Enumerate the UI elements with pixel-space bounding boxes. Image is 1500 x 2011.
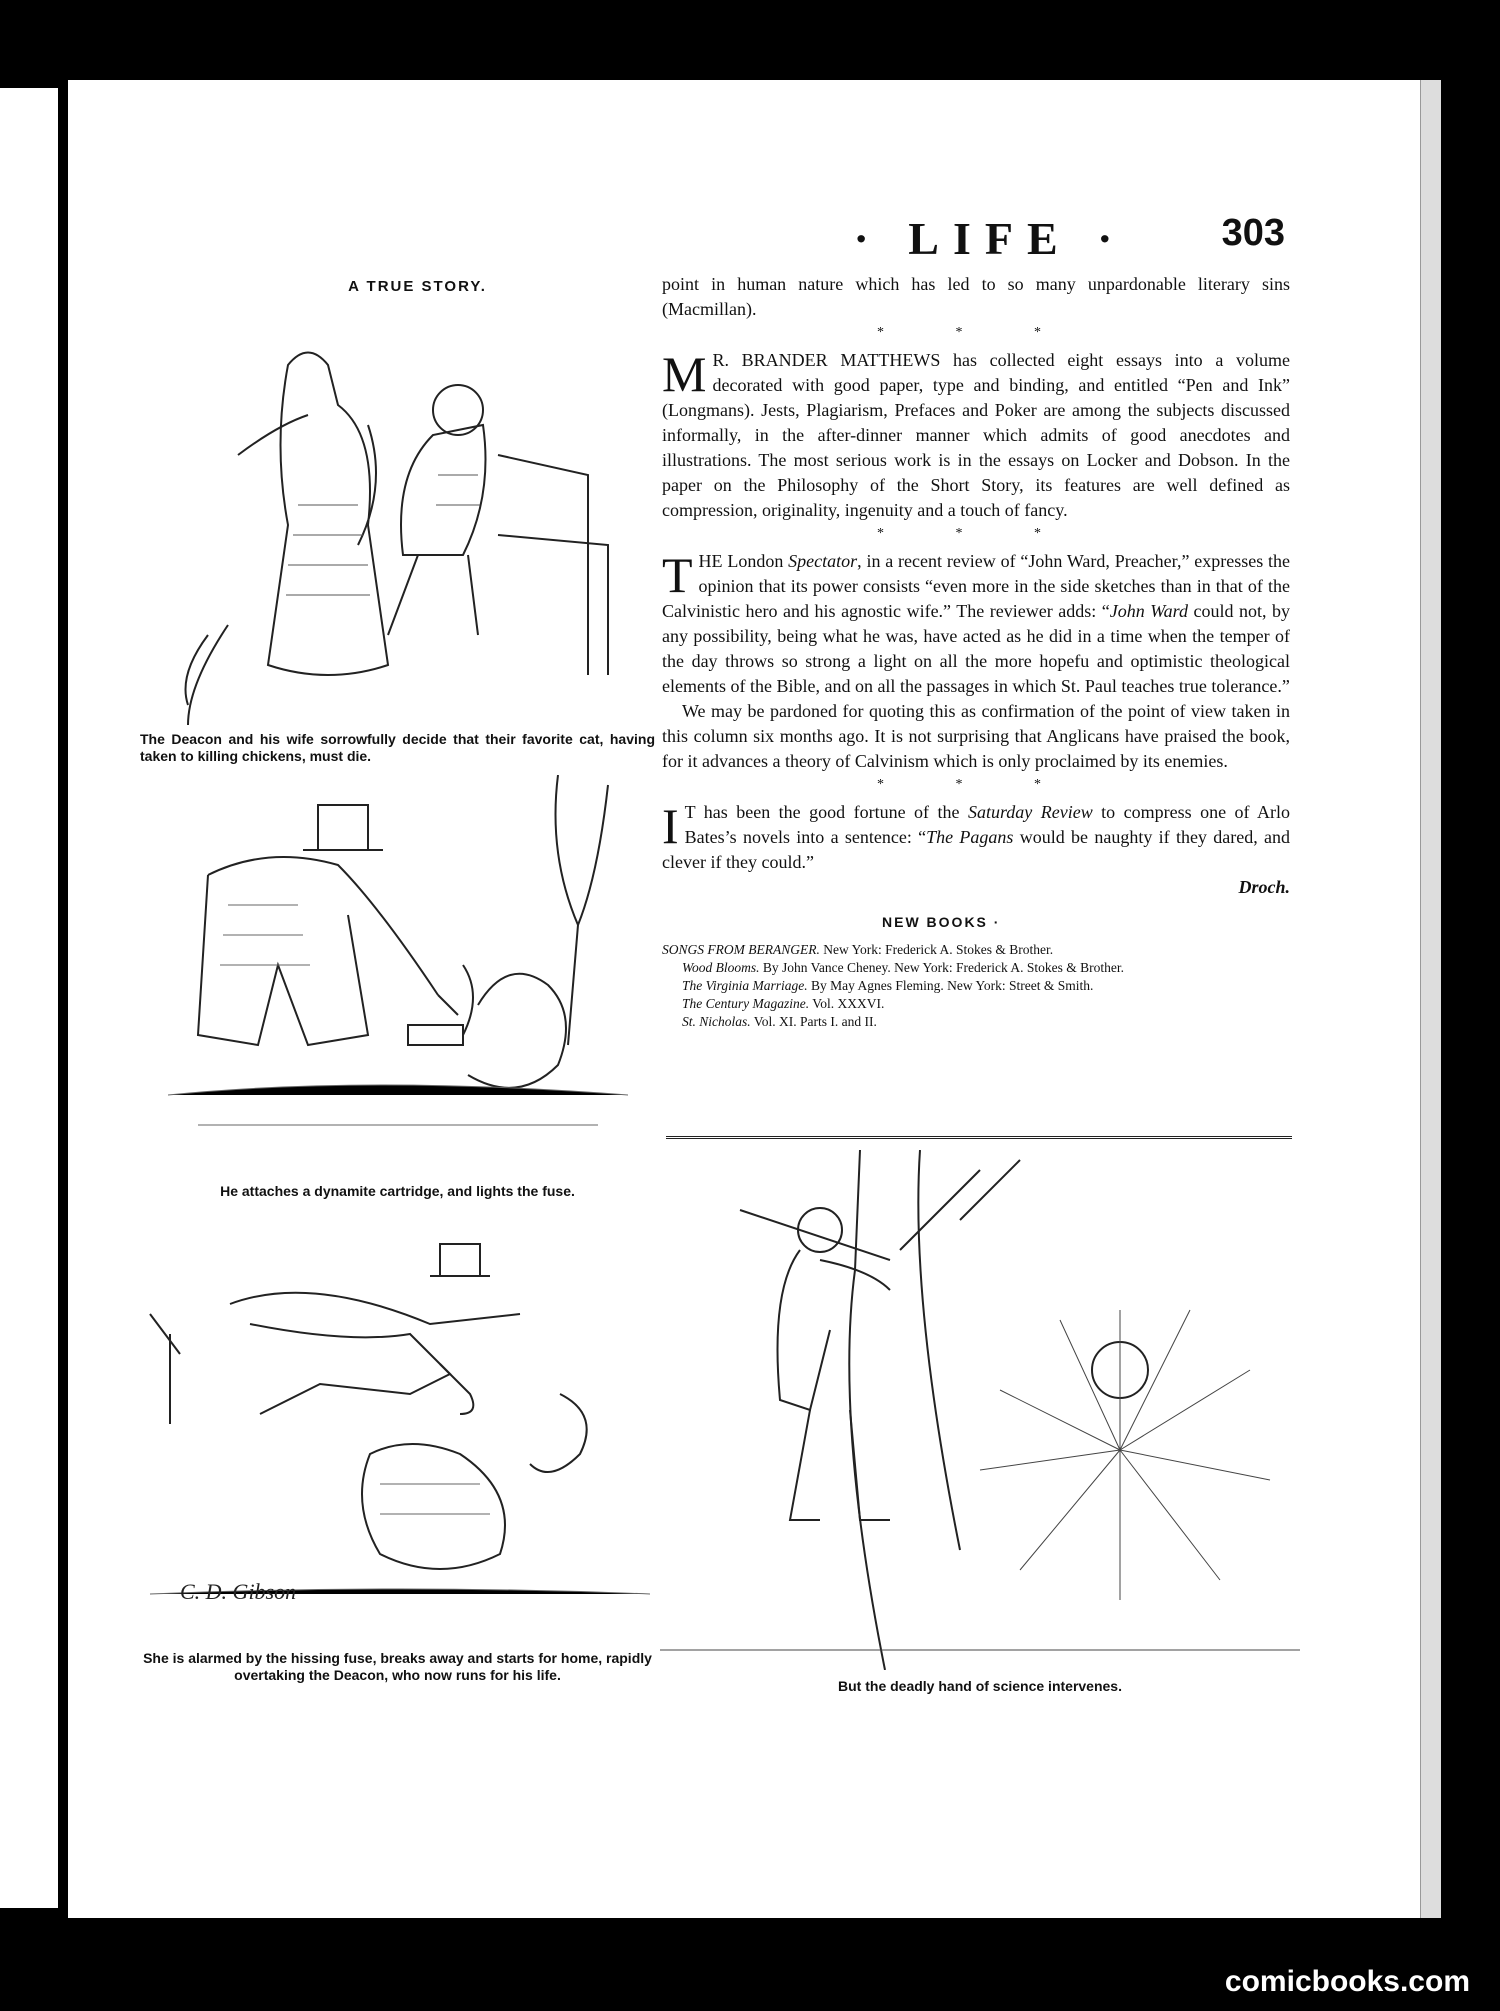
review-text-a: T has been the good fortune of the [684, 802, 968, 822]
book-title: The Virginia Marriage. [682, 978, 808, 993]
right-column [662, 272, 1290, 1031]
list-item [662, 995, 1290, 1013]
artist-signature: C. D. Gibson [180, 1579, 297, 1604]
caption-3: She is alarmed by the hissing fuse, breaks away and starts for home, rapidly overtaking the Deacon, who now runs for his life. [143, 1650, 652, 1683]
paragraph-saturday-review [662, 800, 1290, 875]
illustration-explosion [660, 1150, 1300, 1670]
new-books-list [662, 941, 1290, 1031]
list-item [662, 1013, 1290, 1031]
caption-4: But the deadly hand of science intervenes. [838, 1678, 1122, 1694]
book-title: The Century Magazine. [682, 996, 810, 1011]
masthead-title: · LIFE · [853, 213, 1127, 264]
spectator-text-c: could not, by any possibility, being what he was, have acted as he did in a time when the temper of the day throws so strong a light on all the more hopefu and optimistic theological elements of the Bible, and on all the passages in which St. Paul teaches true tolerance.” [662, 601, 1291, 696]
illustration-dynamite [168, 775, 628, 1175]
review-text-b: to compress one of Arlo Bates’s novels into a sentence: “ [684, 802, 1290, 847]
paragraph-spectator [662, 549, 1290, 699]
spectator-text-b: , in a recent review of “John Ward, Preacher,” expresses the opinion that its power consists “even more in the side sketches than in that of the Calvinistic hero and his agnostic wife.” The reviewer adds: “ [662, 551, 1291, 621]
illustration-deacon-and-wife [168, 305, 628, 725]
page-number: 303 [1221, 212, 1285, 254]
book-details: Vol. XXXVI. [809, 996, 885, 1011]
book-details: By May Agnes Fleming. New York: Street & Smith. [807, 978, 1094, 993]
watermark: comicbooks.com [1224, 1965, 1470, 1998]
section-divider [666, 1136, 1292, 1139]
spectator-title: Spectator [788, 551, 858, 571]
page-edge-shadow [1420, 80, 1441, 1918]
list-item [662, 977, 1290, 995]
book-details: New York: Frederick A. Stokes & Brother. [819, 942, 1054, 957]
book-details: By John Vance Cheney. New York: Frederick A. Stokes & Brother. [759, 960, 1124, 975]
illustration-running [140, 1214, 660, 1644]
list-item [662, 959, 1290, 977]
intro-paragraph: point in human nature which has led to so many unpardonable literary sins (Macmillan). [662, 274, 1290, 319]
drop-cap-i: I [662, 798, 679, 854]
saturday-review-title: Saturday Review [967, 802, 1093, 822]
book-title: Wood Blooms. [682, 960, 760, 975]
drop-cap-m: M [662, 346, 707, 402]
separator-stars: * * * [877, 526, 1075, 541]
pagans-title: The Pagans [926, 827, 1014, 847]
spectator-text-a: HE London [698, 551, 789, 571]
book-title: SONGS FROM BERANGER. [662, 942, 820, 957]
separator-stars: * * * [877, 777, 1075, 792]
previous-page-edge [0, 88, 58, 1908]
john-ward-title: John Ward [1109, 601, 1188, 621]
separator-stars: * * * [877, 325, 1075, 340]
caption-2: He attaches a dynamite cartridge, and lights the fuse. [220, 1183, 575, 1199]
list-item [662, 941, 1290, 959]
caption-1: The Deacon and his wife sorrowfully decide that their favorite cat, having taken to killing chickens, must die. [140, 731, 655, 764]
paragraph-matthews [662, 348, 1290, 523]
review-text-c: would be naughty if they dared, and clever if they could.” [662, 827, 1291, 872]
author-signature: Droch. [1238, 877, 1290, 897]
paragraph-pardoned: We may be pardoned for quoting this as confirmation of the point of view taken in this column six months ago. It is not surprising that Anglicans have praised the book, for it advances a theory of Calvinism which is only proclaimed by its enemies. [662, 701, 1290, 771]
new-books-heading: NEW BOOKS · [882, 914, 1001, 930]
left-column [140, 270, 655, 1684]
paragraph-matthews-text: R. BRANDER MATTHEWS has collected eight essays into a volume decorated with good paper, type and binding, and entitled “Pen and Ink” (Longmans). Jests, Plagiarism, Prefaces and Poker are among the subjects discussed informally, in the after-dinner manner which admits of good anecdotes and illustrations. The most serious work is in the essays on Locker and Dobson. In the paper on the Philosophy of the Short Story, its features are well defined as compression, originality, ingenuity and a touch of fancy. [662, 350, 1290, 520]
drop-cap-t: T [662, 547, 693, 603]
book-details: Vol. XI. Parts I. and II. [750, 1014, 877, 1029]
story-title: A TRUE STORY. [348, 278, 487, 295]
book-title: St. Nicholas. [682, 1014, 751, 1029]
